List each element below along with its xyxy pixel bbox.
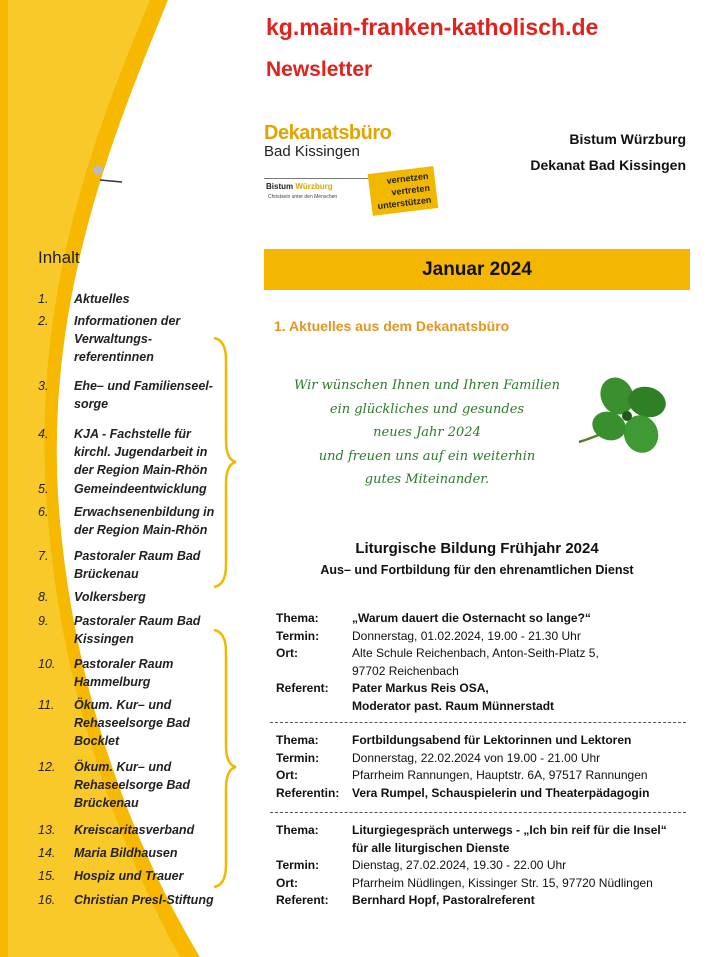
section-heading: 1. Aktuelles aus dem Dekanatsbüro [274,318,510,334]
event-label: Ort: [276,646,298,660]
logo-tagline: Christsein unter den Menschen [268,194,338,200]
event-value: Liturgiegespräch unterwegs - „Ich bin reif für die Insel“ [352,823,667,837]
toc-item-number: 11. [38,698,55,712]
four-leaf-clover-icon [575,372,675,462]
liturgy-subtitle: Aus– und Fortbildung für den ehrenamtlichen Dienst [320,563,634,577]
event-label: Ort: [276,768,298,782]
event-value: „Warum dauert die Osternacht so lange?“ [352,611,591,625]
toc-item-label: Ökum. Kur– und Rehaseelsorge Bad Brückenau [74,760,191,810]
event-separator [270,812,686,813]
toc-item-label: Pastoraler Raum Hammelburg [74,657,174,689]
event-label: Termin: [276,628,320,643]
toc-item-label: Aktuelles [74,292,130,306]
toc-item-label: Ökum. Kur– und Rehaseelsorge Bad Bocklet [74,698,191,748]
toc-item-label: Volkersberg [74,590,146,604]
toc-item-label: Kreiscaritasverband [74,823,195,837]
toc-title: Inhalt [38,248,80,267]
toc-item-number: 2. [38,314,49,328]
toc-item-label: Erwachsenenbildung in der Region Main-Rhön [74,505,215,537]
event-value: Moderator past. Raum Münnerstadt [352,698,555,713]
toc-item-label: Pastoraler Raum Bad Kissingen [74,614,201,646]
toc-item-number: 4. [38,427,49,441]
logo-bistum: Bistum Würzburg [266,182,333,191]
event-value: Vera Rumpel, Schauspielerin und Theaterpädagogin [352,785,650,800]
toc-item-label: Pastoraler Raum Bad Brückenau [74,549,201,581]
event-separator [270,722,686,723]
event-value: Bernhard Hopf, Pastoralreferent [352,893,535,907]
event-label: Thema: [276,611,319,625]
newsletter-label: Newsletter [266,58,373,81]
event-value: Pfarrheim Rannungen, Hauptstr. 6A, 97517 Rannungen [352,768,648,782]
event-label: Referent: [276,893,329,907]
toc-item-label: Christian Presl-Stiftung [74,893,214,907]
month-title: Januar 2024 [422,259,532,280]
dekanat-logo [264,122,444,222]
toc-item-number: 12. [38,760,56,774]
toc-item-number: 6. [38,505,49,519]
toc-item-number: 8. [38,590,49,604]
toc-item-number: 15. [38,869,56,883]
toc-item-number: 10. [38,657,56,671]
event-label: Thema: [276,823,319,837]
toc-item-number: 13. [38,823,56,837]
logo-divider [264,178,370,179]
logo-title: Dekanatsbüro [264,122,392,144]
event-value: Donnerstag, 01.02.2024, 19.00 - 21.30 Uhr [352,628,581,643]
event-label: Ort: [276,875,298,890]
new-year-greeting: Wir wünschen Ihnen und Ihren Familien ein glückliches und gesundes neues Jahr 2024 und freuen uns auf ein weiterhin gutes Miteinander. [294,378,560,487]
site-title: kg.main-franken-katholisch.de [266,14,599,40]
event-label: Thema: [276,733,319,747]
logo-slogan-box: vernetzen vertreten unterstützen [368,166,439,216]
toc-item-label: Ehe– und Familienseel-sorge [74,379,213,411]
toc-item-label: Maria Bildhausen [74,846,178,860]
toc-item-label: Hospiz und Trauer [74,869,184,883]
toc-item-number: 5. [38,482,49,496]
toc-item-number: 16. [38,893,56,907]
toc-item-number: 9. [38,614,49,628]
event-value: 97702 Reichenbach [352,663,459,678]
toc-item-label: Informationen der Verwaltungs-referentinnen [74,314,181,364]
event-label: Termin: [276,858,320,872]
event-value: Alte Schule Reichenbach, Anton-Seith-Platz 5, [352,646,599,660]
event-label: Referent: [276,681,329,695]
event-value: Donnerstag, 22.02.2024 von 19.00 - 21.00 Uhr [352,750,601,765]
toc-item-number: 14. [38,846,56,860]
month-banner [264,249,690,290]
bistum-line: Bistum Würzburg [569,131,686,147]
liturgy-title: Liturgische Bildung Frühjahr 2024 [355,540,599,557]
dekanat-line: Dekanat Bad Kissingen [530,157,686,173]
toc-item-number: 7. [38,549,49,563]
header-right [530,126,686,178]
event-value: Fortbildungsabend für Lektorinnen und Lektoren [352,733,632,747]
toc-item-label: KJA - Fachstelle für kirchl. Jugendarbeit in der Region Main-Rhön [74,427,208,477]
event-value: für alle liturgischen Dienste [352,840,510,855]
event-value: Dienstag, 27.02.2024, 19.30 - 22.00 Uhr [352,858,567,872]
toc-item-label: Gemeindeentwicklung [74,482,207,496]
event-value: Pfarrheim Nüdlingen, Kissinger Str. 15, 97720 Nüdlingen [352,875,653,890]
logo-subtitle: Bad Kissingen [264,143,360,160]
event-label: Termin: [276,750,320,765]
event-value: Pater Markus Reis OSA, [352,681,489,695]
toc-brackets [210,330,240,930]
event-label: Referentin: [276,785,340,800]
toc-item-number: 1. [38,292,49,306]
toc-item-number: 3. [38,379,49,393]
